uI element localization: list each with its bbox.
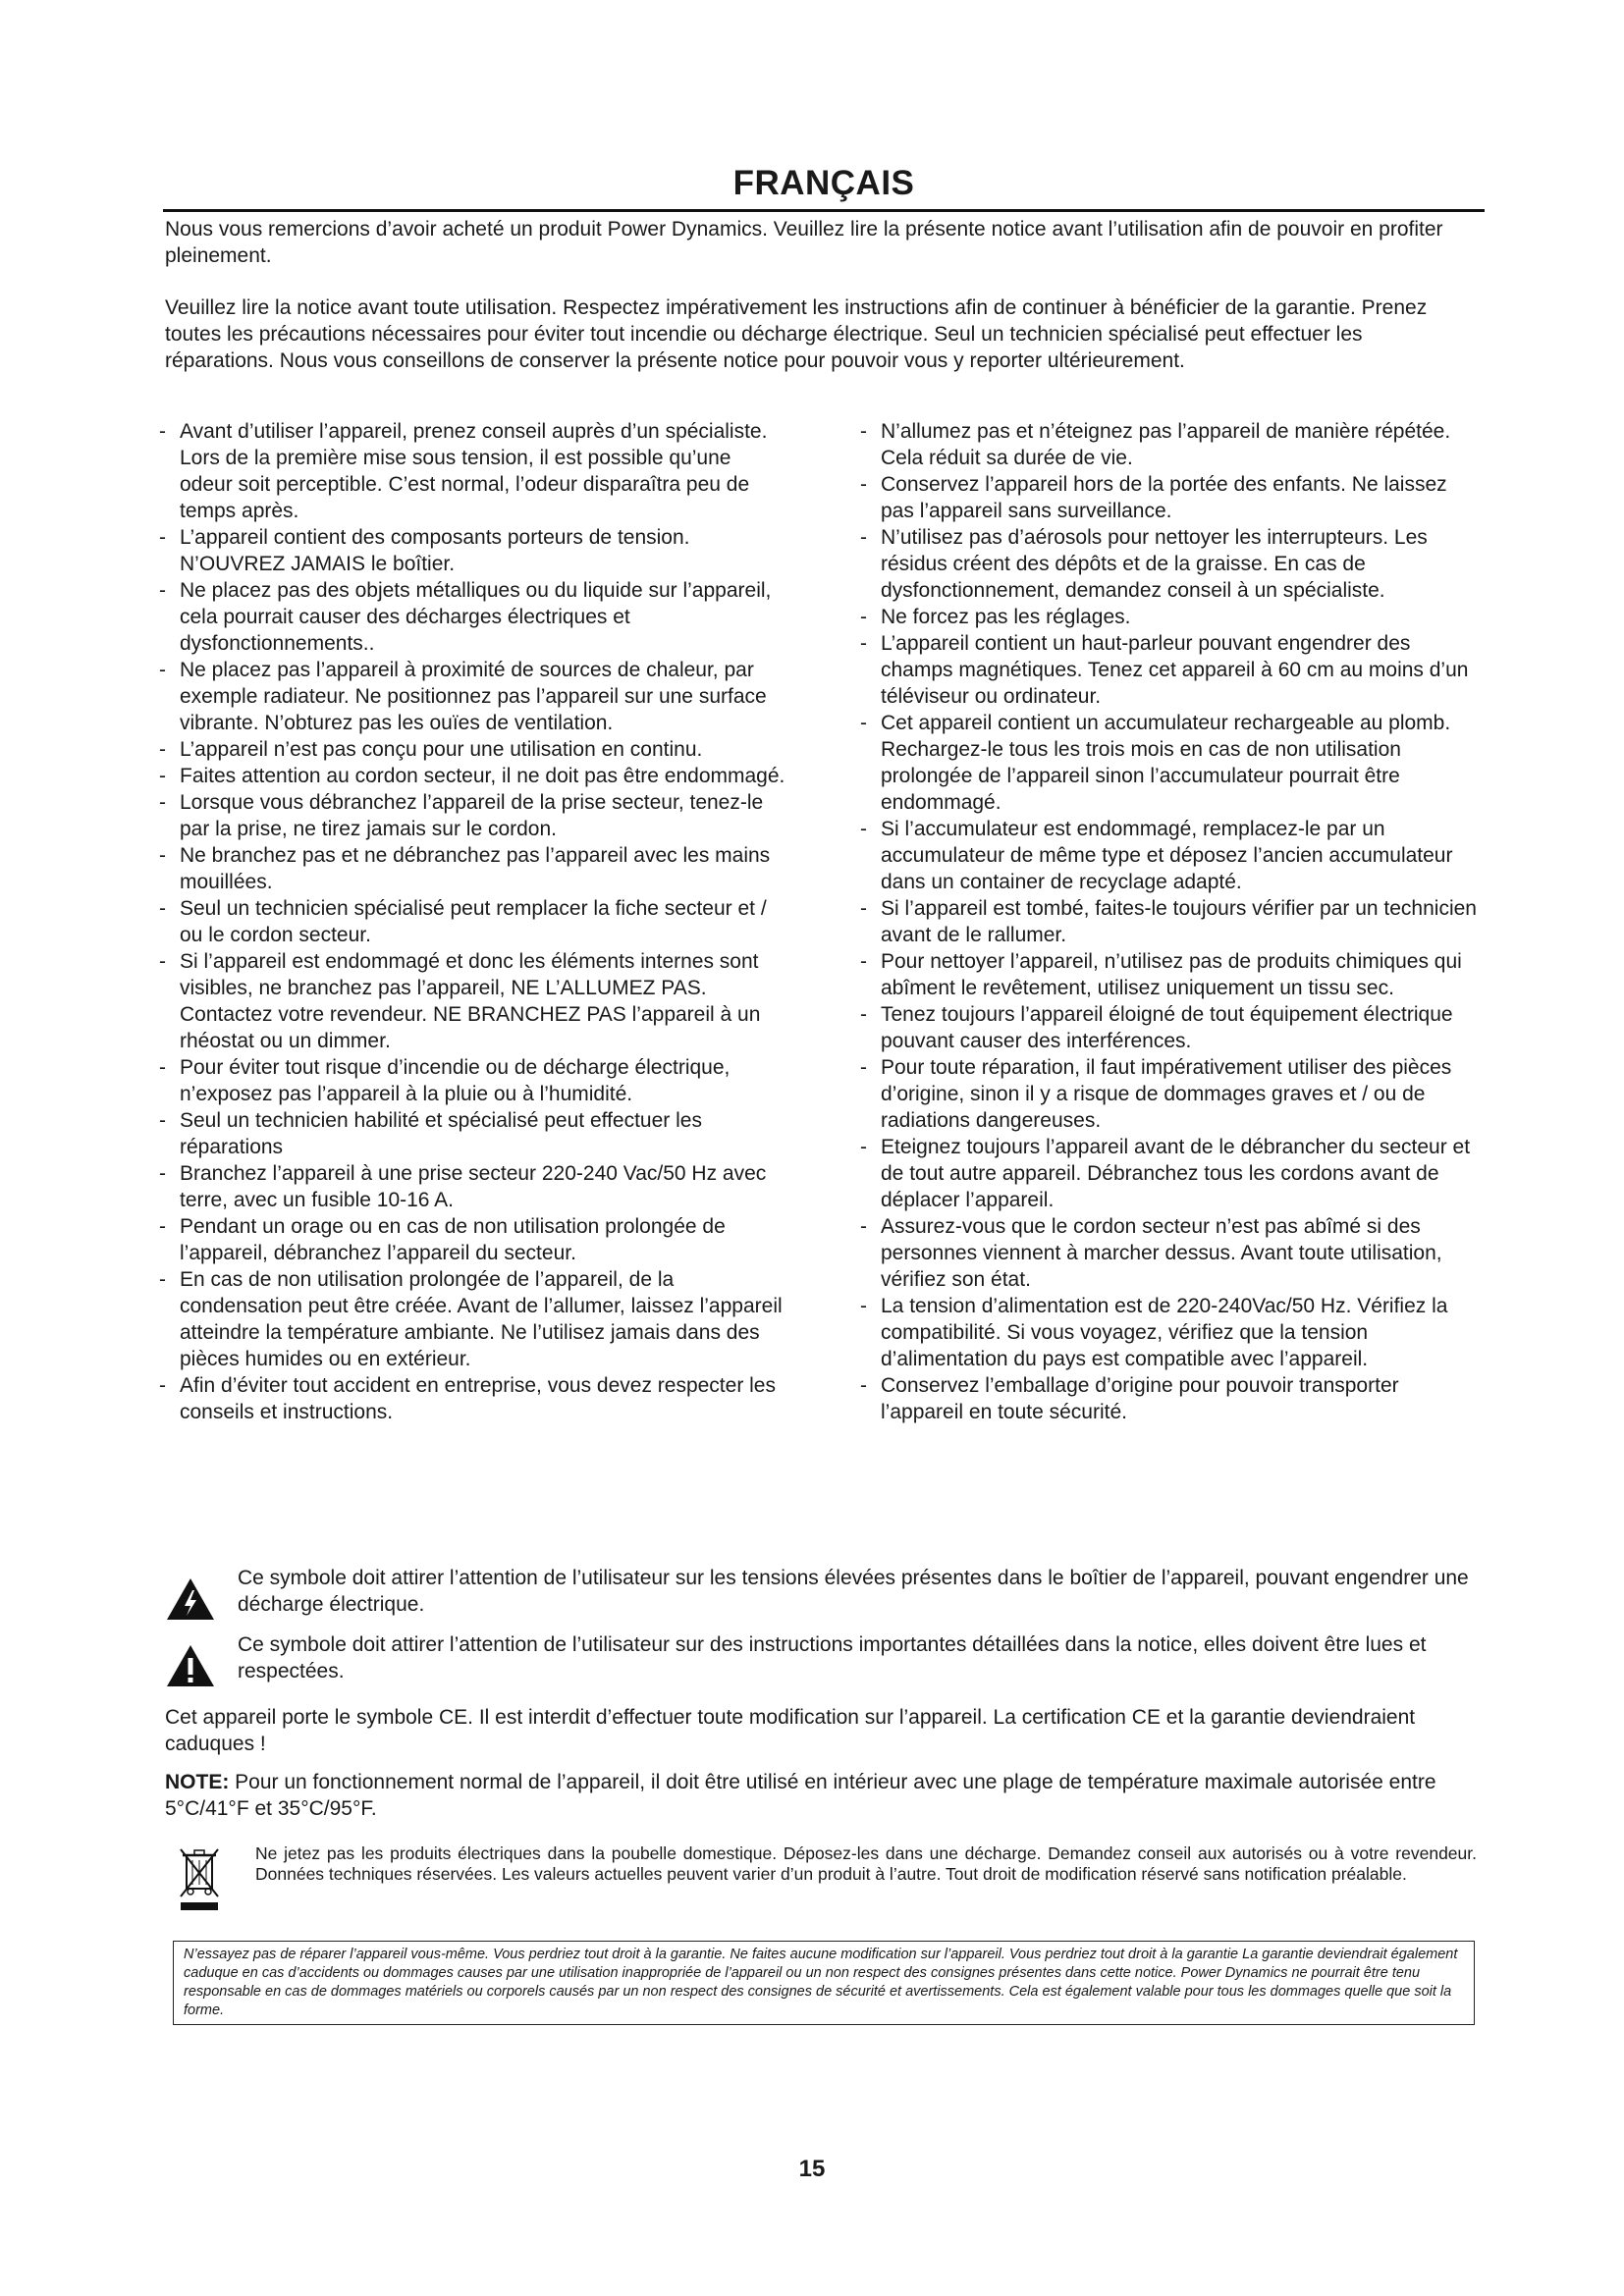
intro-paragraph-1: Nous vous remercions d’avoir acheté un produit Power Dynamics. Veuillez lire la présente notice avant l’utilisation afin de pouvoir en profiter pleinement. [165,218,1443,267]
note-paragraph [165,1769,1473,1822]
safety-item: - Ne forcez pas les réglages. [858,604,1482,630]
safety-item: - N’utilisez pas d’aérosols pour nettoyer les interrupteurs. Les résidus créent des dépôts et de la graisse. En cas de dysfonctionnement, demandez conseil à un spécialiste. [858,524,1482,604]
safety-item: - Conservez l’appareil hors de la portée des enfants. Ne laissez pas l’appareil sans surveillance. [858,471,1482,524]
high-voltage-warning-icon [165,1576,216,1622]
voltage-warning [165,1565,1481,1624]
note-label: NOTE: [165,1771,230,1793]
safety-item: - Seul un technicien spécialisé peut remplacer la fiche secteur et / ou le cordon secteur. [157,895,785,948]
safety-item: - Branchez l’appareil à une prise secteur 220-240 Vac/50 Hz avec terre, avec un fusible 10-16 A. [157,1160,785,1213]
safety-item: - Eteignez toujours l’appareil avant de le débrancher du secteur et de tout autre appareil. Débranchez tous les cordons avant de déplacer l’appareil. [858,1134,1482,1213]
safety-item: - Seul un technicien habilité et spécialisé peut effectuer les réparations [157,1107,785,1160]
safety-item: - Ne branchez pas et ne débranchez pas l’appareil avec les mains mouillées. [157,842,785,895]
note-text: Pour un fonctionnement normal de l’appareil, il doit être utilisé en intérieur avec une plage de température maximale autorisée entre 5°C/41°F et 35°C/95°F. [165,1771,1436,1820]
safety-item: - L’appareil n’est pas conçu pour une utilisation en continu. [157,736,785,763]
safety-item: - Ne placez pas l’appareil à proximité de sources de chaleur, par exemple radiateur. Ne positionnez pas l’appareil sur une surface vibrante. N’obturez pas les ouïes de ventilation. [157,657,785,736]
safety-item: - Afin d’éviter tout accident en entreprise, vous devez respecter les conseils et instructions. [157,1372,785,1425]
exclamation-warning-icon [165,1643,216,1688]
safety-item: - Ne placez pas des objets métalliques ou du liquide sur l’appareil, cela pourrait causer des décharges électriques et dysfonctionnements.. [157,577,785,657]
safety-item: - Assurez-vous que le cordon secteur n’est pas abîmé si des personnes viennent à marcher dessus. Avant toute utilisation, vérifiez son état. [858,1213,1482,1293]
safety-list-left [157,418,785,1425]
safety-item: - Conservez l’emballage d’origine pour pouvoir transporter l’appareil en toute sécurité. [858,1372,1482,1425]
weee-text: Ne jetez pas les produits électriques dans la poubelle domestique. Déposez-les dans une décharge. Demandez conseil aux autorisés ou à votre revendeur. Données techniques réservées. Les valeurs actuelles peuvent varier d’un produit à l’autre. Tout droit de modification réservé sans notification préalable. [255,1843,1477,1884]
safety-item: - Lorsque vous débranchez l’appareil de la prise secteur, tenez-le par la prise, ne tirez jamais sur le cordon. [157,789,785,842]
warranty-disclaimer: N’essayez pas de réparer l’appareil vous-même. Vous perdriez tout droit à la garantie. Ne faites aucune modification sur l’appareil. Vous perdriez tout droit à la garantie La garantie deviendrait également caduque en cas d’accidents ou dommages causes par une utilisation inappropriée de l’appareil ou un non respect des consignes présentes dans cette notice. Power Dynamics ne pourrait être tenu responsable en cas de dommages matériels ou corporels causés par un non respect des consignes de sécurité et avertissements. Cela est également valable pour tous les dommages quelle que soit la forme. [173,1941,1475,2025]
safety-item: - N’allumez pas et n’éteignez pas l’appareil de manière répétée. Cela réduit sa durée de vie. [858,418,1482,471]
safety-item: - Pour toute réparation, il faut impérativement utiliser des pièces d’origine, sinon il y a risque de dommages graves et / ou de radiations dangereuses. [858,1054,1482,1134]
crossed-out-bin-icon [179,1845,222,1912]
safety-item: - L’appareil contient des composants porteurs de tension. N’OUVREZ JAMAIS le boîtier. [157,524,785,577]
safety-item: - Pour éviter tout risque d’incendie ou de décharge électrique, n’exposez pas l’appareil à la pluie ou à l’humidité. [157,1054,785,1107]
safety-item: - Si l’appareil est endommagé et donc les éléments internes sont visibles, ne branchez pas l’appareil, NE L’ALLUMEZ PAS. Contactez votre revendeur. NE BRANCHEZ PAS l’appareil à un rhéostat ou un dimmer. [157,948,785,1054]
intro-paragraph-2: Veuillez lire la notice avant toute utilisation. Respectez impérativement les instructions afin de continuer à bénéficier de la garantie. Prenez toutes les précautions nécessaires pour éviter tout incendie ou décharge électrique. Seul un technicien spécialisé peut effectuer les réparations. Nous vous conseillons de conserver la présente notice pour pouvoir vous y reporter ultérieurement. [165,296,1428,372]
safety-item: - Avant d’utiliser l’appareil, prenez conseil auprès d’un spécialiste. Lors de la première mise sous tension, il est possible qu’une odeur soit perceptible. C’est normal, l’odeur disparaîtra peu de temps après. [157,418,785,524]
safety-item: - En cas de non utilisation prolongée de l’appareil, de la condensation peut être créée. Avant de l’allumer, laissez l’appareil atteindre la température ambiante. Ne l’utilisez jamais dans des pièces humides ou en extérieur. [157,1266,785,1372]
ce-notice: Cet appareil porte le symbole CE. Il est interdit d’effectuer toute modification sur l’appareil. La certification CE et la garantie deviendraient caduques ! [165,1706,1416,1755]
safety-item: - Pendant un orage ou en cas de non utilisation prolongée de l’appareil, débranchez l’appareil du secteur. [157,1213,785,1266]
instructions-warning-text: Ce symbole doit attirer l’attention de l’utilisateur sur des instructions importantes détaillées dans la notice, elles doivent être lues et respectées. [238,1633,1427,1682]
instructions-warning [165,1631,1481,1690]
safety-item: - Si l’appareil est tombé, faites-le toujours vérifier par un technicien avant de le rallumer. [858,895,1482,948]
safety-item: - Pour nettoyer l’appareil, n’utilisez pas de produits chimiques qui abîment le revêtement, utilisez uniquement un tissu sec. [858,948,1482,1001]
voltage-warning-text: Ce symbole doit attirer l’attention de l’utilisateur sur les tensions élevées présentes dans le boîtier de l’appareil, pouvant engendrer une décharge électrique. [238,1567,1469,1616]
safety-item: - Tenez toujours l’appareil éloigné de tout équipement électrique pouvant causer des interférences. [858,1001,1482,1054]
safety-item: - Faites attention au cordon secteur, il ne doit pas être endommagé. [157,763,785,789]
safety-list-right [858,418,1482,1425]
safety-item: - La tension d’alimentation est de 220-240Vac/50 Hz. Vérifiez la compatibilité. Si vous voyagez, vérifiez que la tension d’alimentation du pays est compatible avec l’appareil. [858,1293,1482,1372]
title-rule [163,209,1485,212]
safety-item: - Cet appareil contient un accumulateur rechargeable au plomb. Rechargez-le tous les trois mois en cas de non utilisation prolongée de l’appareil sinon l’accumulateur pourrait être endommagé. [858,710,1482,816]
safety-item: - Si l’accumulateur est endommagé, remplacez-le par un accumulateur de même type et déposez l’ancien accumulateur dans un container de recyclage adapté. [858,816,1482,895]
safety-item: - L’appareil contient un haut-parleur pouvant engendrer des champs magnétiques. Tenez cet appareil à 60 cm au moins d’un téléviseur ou ordinateur. [858,630,1482,710]
page-title: FRANÇAIS [732,164,915,202]
page-number: 15 [798,2156,826,2182]
